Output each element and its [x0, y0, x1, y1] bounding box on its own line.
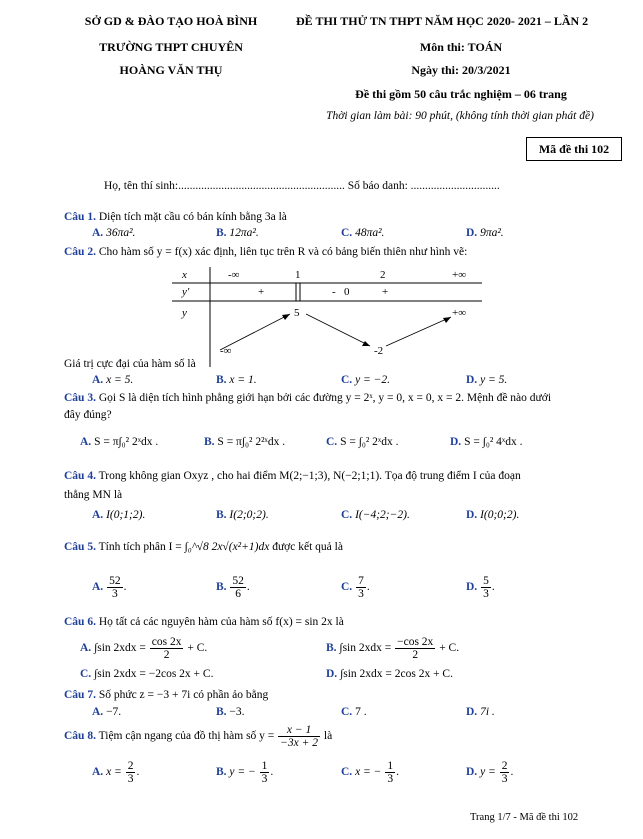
q6-option-d: D. ∫sin 2xdx = 2cos 2x + C.: [326, 668, 453, 680]
question-4: [64, 470, 521, 482]
table-yp-value: +: [258, 286, 265, 298]
q4-option-a: A. I(0;1;2).: [92, 509, 146, 521]
question-6: [64, 616, 344, 628]
table-y-value: -2: [374, 345, 384, 357]
q5-option-b: B. $\frac{52}{6}$ .: [216, 575, 250, 600]
q6-option-c: C. ∫sin 2xdx = −2cos 2x + C.: [80, 668, 214, 680]
q7-option-b: B. −3.: [216, 706, 245, 718]
school-name: TRƯỜNG THPT CHUYÊN: [99, 40, 243, 54]
table-yp-value: -: [332, 286, 336, 298]
table-y-label: y: [182, 307, 187, 319]
q2-option-d: D. y = 5.: [466, 374, 508, 386]
table-x-label: x: [182, 269, 187, 281]
q7-option-c: C. 7 .: [341, 706, 367, 718]
question-text: Trong không gian Oxyz , cho hai điểm M(2;−1;3), N(−2;1;1). Tọa độ trung điểm I của đoạn: [98, 470, 521, 482]
q1-option-a: A. 36πa².: [92, 227, 136, 239]
question-number: Câu 4.: [64, 470, 96, 482]
exam-date: Ngày thi: 20/3/2021: [411, 63, 511, 77]
question-4-cont: thẳng MN là: [64, 489, 123, 501]
question-7: [64, 689, 268, 701]
q1-option-b: B. 12πa².: [216, 227, 259, 239]
question-number: Câu 6.: [64, 616, 96, 628]
question-text: Tính tích phân I =: [98, 541, 182, 553]
question-3: [64, 392, 551, 404]
exam-time: Thời gian làm bài: 90 phút, (không tính thời gian phát đề): [326, 110, 594, 122]
page-footer: Trang 1/7 - Mã đề thi 102: [470, 812, 579, 823]
question-number: Câu 8.: [64, 730, 96, 743]
q3-option-d: D. S = ∫₀² 4ˣdx .: [450, 436, 523, 448]
table-y-value: 5: [294, 307, 300, 319]
question-text: được kết quả là: [272, 541, 343, 553]
q7-option-d: D. 7i .: [466, 706, 495, 718]
exam-info: Đề thi gồm 50 câu trắc nghiệm – 06 trang: [355, 87, 567, 101]
question-text: Số phức z = −3 + 7i có phần ảo bằng: [98, 689, 269, 701]
q1-option-d: D. 9πa².: [466, 227, 504, 239]
table-x-value: 1: [295, 269, 301, 281]
table-y-value: +∞: [452, 307, 467, 319]
question-number: Câu 7.: [64, 689, 96, 701]
question-text: Cho hàm số y = f(x) xác định, liên tục trên R và có bảng biến thiên như hình vẽ:: [98, 246, 468, 258]
q8-option-d: D. y = $\frac{2}{3}$ .: [466, 760, 514, 785]
table-yp-label: y': [182, 286, 190, 298]
subject: Môn thi: TOÁN: [419, 40, 503, 54]
table-yp-value: +: [382, 286, 389, 298]
table-y-value: -∞: [220, 345, 232, 357]
department: SỞ GD & ĐÀO TẠO HOÀ BÌNH: [84, 14, 258, 28]
integral-expression: ∫₀^√8 2x√(x²+1)dx: [184, 541, 270, 553]
q2-option-c: C. y = −2.: [341, 374, 391, 386]
question-number: Câu 5.: [64, 541, 96, 553]
table-x-value: -∞: [228, 269, 240, 281]
q2-followup: Giá trị cực đại của hàm số là: [64, 358, 196, 370]
question-2: [64, 246, 467, 258]
q3-option-b: B. S = π∫₀² 2²ˣdx .: [204, 436, 286, 448]
q3-option-c: C. S = ∫₀² 2ˣdx .: [326, 436, 399, 448]
q5-option-d: D. $\frac{5}{3}$ .: [466, 575, 495, 600]
school-name-2: HOÀNG VĂN THỤ: [119, 63, 223, 77]
q8-option-c: C. x = − $\frac{1}{3}$ .: [341, 760, 399, 785]
table-x-value: +∞: [452, 269, 467, 281]
q6-option-a: A. ∫sin 2xdx = $\frac{\cos 2x}{2}$ + C.: [80, 636, 208, 661]
q5-option-c: C. $\frac{7}{3}$ .: [341, 575, 370, 600]
question-5: [64, 541, 343, 553]
question-8: Câu 8. Tiệm cận ngang của đồ thị hàm số y = $\frac{x - 1}{-3x + 2}$ là: [64, 724, 333, 749]
q7-option-a: A. −7.: [92, 706, 122, 718]
question-text: Gọi S là diện tích hình phẳng giới hạn bởi các đường y = 2ˣ, y = 0, x = 0, x = 2. Mệnh đề nào dưới: [98, 392, 552, 404]
q6-option-b: B. ∫sin 2xdx = $\frac{-\cos 2x}{2}$ + C.: [326, 636, 460, 661]
question-number: Câu 3.: [64, 392, 96, 404]
question-text: Họ tất cả các nguyên hàm của hàm số f(x) = sin 2x là: [98, 616, 344, 628]
variation-table-lines: [172, 267, 482, 367]
table-x-value: 2: [380, 269, 386, 281]
question-3-cont: đây đúng?: [64, 409, 112, 421]
q2-option-b: B. x = 1.: [216, 374, 257, 386]
q8-option-a: A. x = $\frac{2}{3}$ .: [92, 760, 140, 785]
exam-code-box: Mã đề thi 102: [526, 137, 622, 161]
question-number: Câu 2.: [64, 246, 96, 258]
question-text: Diện tích mặt cầu có bán kính bằng 3a là: [98, 211, 287, 223]
table-yp-value: 0: [344, 286, 350, 298]
student-info-line: Họ, tên thí sinh:.......................................................... Số báo danh: ...............................: [104, 180, 500, 192]
q4-option-c: C. I(−4;2;−2).: [341, 509, 410, 521]
q8-option-b: B. y = − $\frac{1}{3}$ .: [216, 760, 274, 785]
q5-option-a: A. $\frac{52}{3}$ .: [92, 575, 127, 600]
q1-option-c: C. 48πa².: [341, 227, 385, 239]
question-text: là: [323, 730, 333, 743]
q3-option-a: A. S = π∫₀² 2ˣdx .: [80, 436, 159, 448]
q4-option-d: D. I(0;0;2).: [466, 509, 520, 521]
question-1: [64, 211, 287, 223]
question-text: Tiệm cận ngang của đồ thị hàm số y =: [98, 730, 275, 743]
q2-option-a: A. x = 5.: [92, 374, 134, 386]
q4-option-b: B. I(2;0;2).: [216, 509, 269, 521]
exam-title: ĐỀ THI THỬ TN THPT NĂM HỌC 2020- 2021 – LẦN 2: [296, 14, 589, 28]
question-number: Câu 1.: [64, 211, 96, 223]
variation-table: [172, 267, 482, 367]
